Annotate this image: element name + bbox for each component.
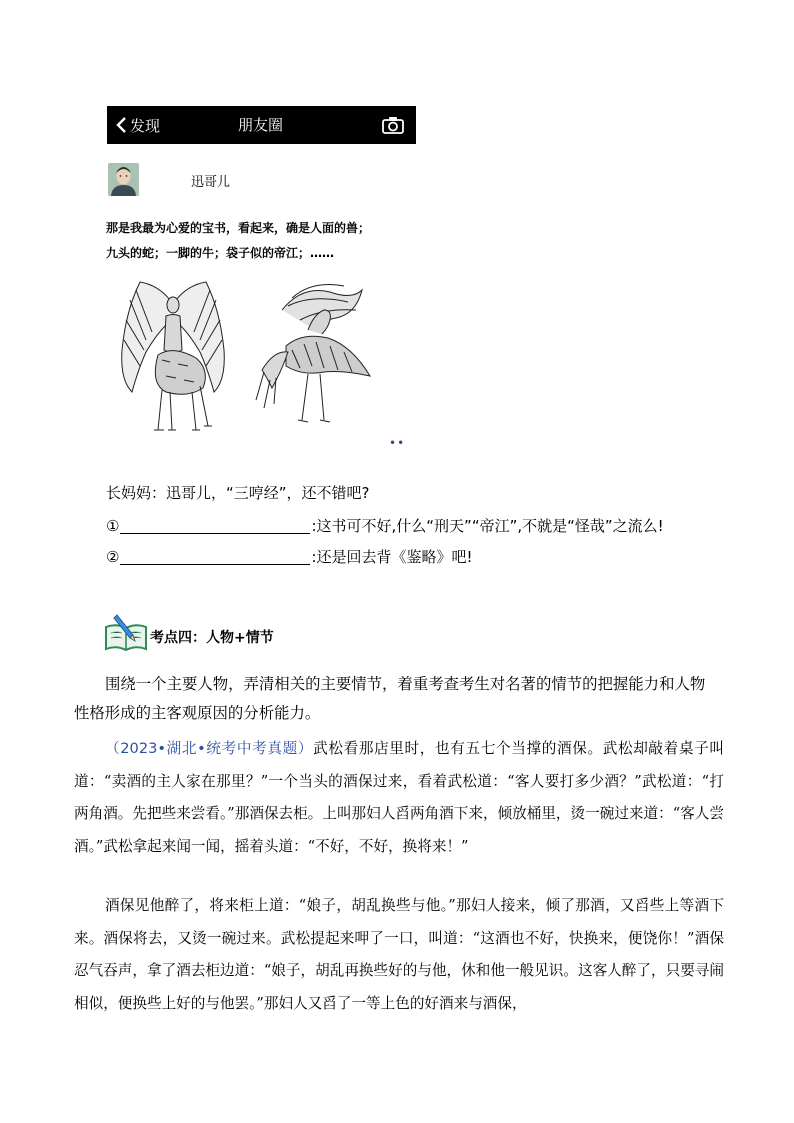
post-username[interactable]: 迅哥儿 (191, 175, 231, 190)
excerpt-paragraph-2 (74, 890, 724, 1020)
book-pencil-icon (103, 613, 149, 653)
excerpt-paragraph-1 (74, 733, 724, 863)
dialog-line-2-text: :这书可不好,什么“刑天”“帝江”,不就是“怪哉”之流么! (311, 517, 664, 535)
dialog-line-1: 长妈妈：迅哥儿，“三哼经”，还不错吧? (106, 484, 370, 502)
post-text-line-2: 九头的蛇；一脚的牛；袋子似的帝江；…… (106, 246, 335, 260)
section-intro (74, 670, 724, 728)
moments-header-bar (107, 106, 416, 144)
source-label: （2023•湖北•统考中考真题） (105, 740, 314, 757)
post-text-line-1: 那是我最为心爱的宝书，看起来，确是人面的兽； (106, 221, 371, 235)
portrait-icon (108, 163, 139, 196)
dialog-line-2 (106, 515, 664, 536)
camera-icon[interactable] (382, 115, 404, 135)
phoenix-illustration (252, 280, 374, 432)
more-dots[interactable]: •• (389, 436, 406, 450)
circled-number-1: ① (106, 517, 120, 535)
avatar[interactable] (108, 163, 139, 196)
dialog-line-3-text: :还是回去背《鉴略》吧! (311, 548, 473, 566)
moments-title: 朋友圈 (237, 116, 283, 134)
intro-line-1: 围绕一个主要人物，弄清相关的主要情节，着重考查考生对名著的情节的把握能力和人物 (105, 675, 706, 693)
answer-blank-1[interactable] (120, 517, 310, 534)
dialog-line-3 (106, 546, 473, 567)
answer-blank-2[interactable] (120, 548, 310, 565)
excerpt-text-1: 武松看那店里时，也有五七个当撑的酒保。武松却敲着桌子叫道：“卖酒的主人家在那里？”一个当头的酒保过来，看着武松道：“客人要打多少酒？”武松道：“打两角酒。先把些来尝看。”那酒保去柜。上叫那妇人舀两角酒下来，倾放桶里，烫一碗过来道：“客人尝酒。”武松拿起来闻一闻，摇着头道：“不好，不好，换将来！” (74, 740, 724, 855)
circled-number-2: ② (106, 548, 120, 566)
section-title: 考点四：人物+情节 (150, 630, 274, 646)
winged-beast-illustration (118, 280, 228, 440)
excerpt-text-2: 酒保见他醉了，将来柜上道：“娘子，胡乱换些与他。”那妇人接来，倾了那酒，又舀些上等酒下来。酒保将去，又烫一碗过来。武松提起来呷了一口，叫道：“这酒也不好，快换来，便饶你！”酒保忍气吞声，拿了酒去柜边道：“娘子，胡乱再换些好的与他，休和他一般见识。这客人醉了，只要寻闹相似，便换些上好的与他罢。”那妇人又舀了一等上色的好酒来与酒保， (74, 897, 724, 1012)
intro-line-2: 性格形成的主客观原因的分析能力。 (74, 704, 321, 722)
section-header (103, 613, 274, 653)
back-label: 发现 (130, 116, 161, 135)
